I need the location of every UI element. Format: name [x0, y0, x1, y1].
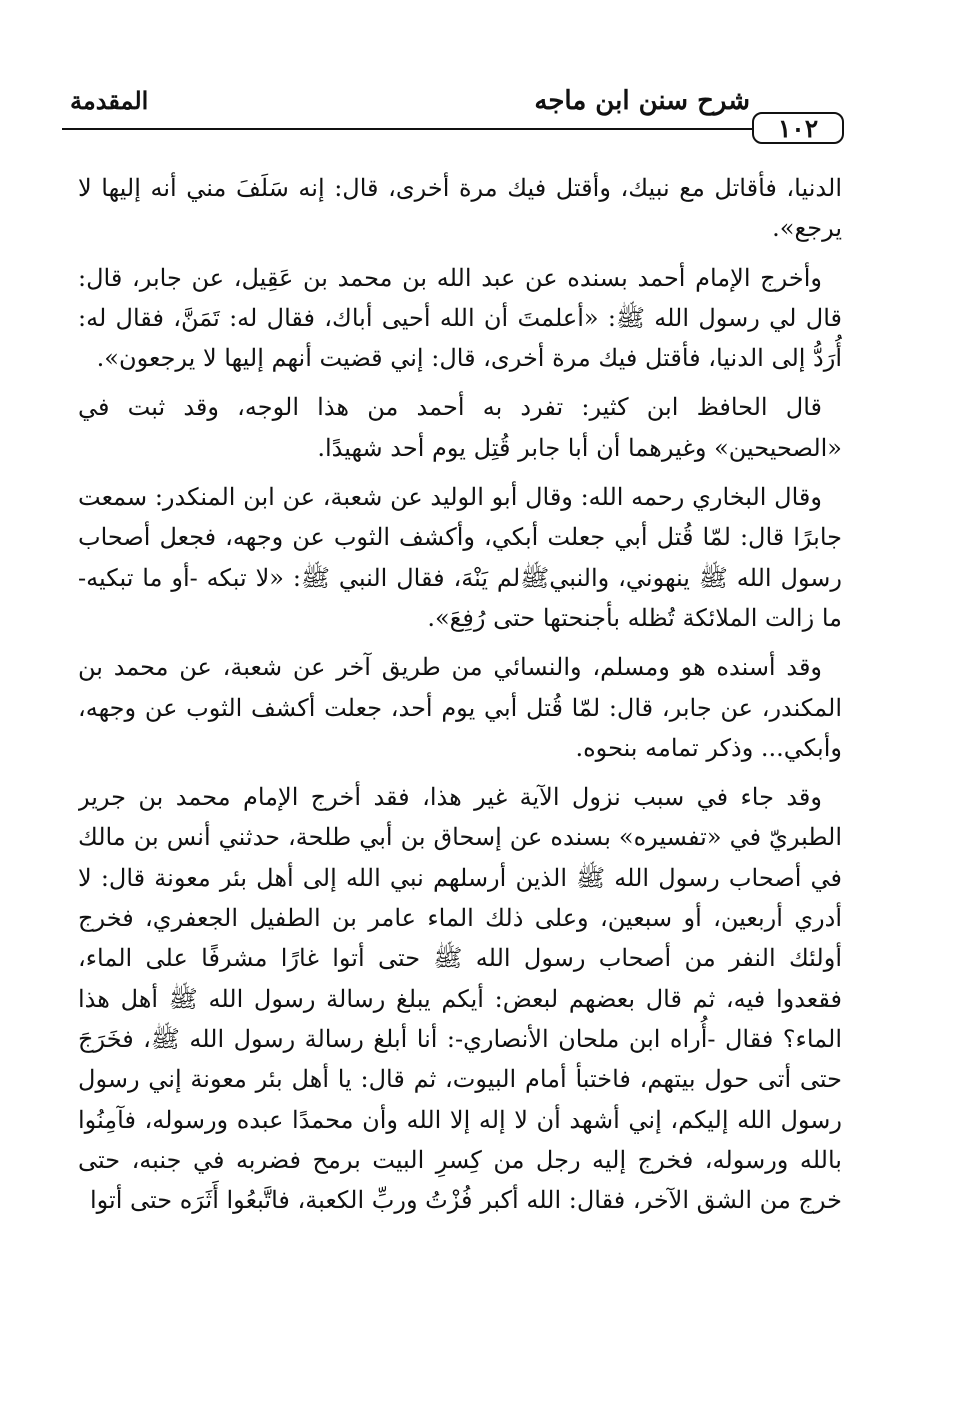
paragraph: وقال البخاري رحمه الله: وقال أبو الوليد عن شعبة، عن ابن المنكدر: سمعت جابرًا قال: لمّا قُتل أبي جعلت أبكي، وأكشف الثوب عن وجهه، فجعل أصحاب رسول الله ﷺ ينهوني، والنبيﷺلم يَنْهَ، فقال النبي ﷺ: «لا تبكه -أو ما تبكيه- ما زالت الملائكة تُظله بأجنحتها حتى رُفِعَ».	[78, 483, 842, 632]
section-title: المقدمة	[70, 86, 149, 115]
paragraph: قال الحافظ ابن كثير: تفرد به أحمد من هذا الوجه، وقد ثبت في «الصحيحين» وغيرهما أن أبا جابر قُتِل يوم أحد شهيدًا.	[78, 393, 842, 462]
paragraph: وقد جاء في سبب نزول الآية غير هذا، فقد أخرج الإمام محمد بن جرير الطبريّ في «تفسيره» بسنده عن إسحاق بن أبي طلحة، حدثني أنس بن مالك في أصحاب رسول الله ﷺ الذين أرسلهم نبي الله إلى أهل بئر معونة قال: لا أدري أربعين، أو سبعين، وعلى ذلك الماء عامر بن الطفيل الجعفري، فخرج أولئك النفر من أصحاب رسول الله ﷺ حتى أتوا غارًا مشرفًا على الماء، فقعدوا فيه، ثم قال بعضهم لبعض: أيكم يبلغ رسالة رسول الله ﷺ أهل هذا الماء؟ فقال -أُراه ابن ملحان الأنصاري-: أنا أبلغ رسالة رسول الله ﷺ، فخَرَجَ حتى أتى حول بيتهم، فاختبأ أمام البيوت، ثم قال: يا أهل بئر معونة إني رسول رسول الله إليكم، إني أشهد أن لا إله إلا الله وأن محمدًا عبده ورسوله، فآمِنُوا بالله ورسوله، فخرج إليه رجل من كِسرِ البيت برمح فضربه في جنبه، حتى خرج من الشق الآخر، فقال: الله أكبر فُزْتُ وربِّ الكعبة، فاتَّبعُوا أَثَرَه حتى أتوا	[78, 783, 842, 1215]
paragraph: وأخرج الإمام أحمد بسنده عن عبد الله بن محمد بن عَقِيل، عن جابر، قال: قال لي رسول الله ﷺ: «أعلمتَ أن الله أحيى أباك، فقال له: تَمَنَّ، فقال له: أُرَدُّ إلى الدنيا، فأقتل فيك مرة أخرى، قال: إني قضيت أنهم إليها لا يرجعون».	[78, 263, 842, 373]
page-number: ١٠٢	[752, 112, 844, 144]
body-text	[78, 168, 842, 1338]
paragraph: الدنيا، فأقاتل مع نبيك، وأقتل فيك مرة أخرى، قال: إنه سَلَفَ مني أنه إليها لا يرجع».	[78, 174, 842, 243]
paragraph: وقد أسنده هو ومسلم، والنسائي من طريق آخر عن شعبة، عن محمد بن المكندر، عن جابر، قال: لمّا قُتل أبي يوم أحد، جعلت أكشف الثوب عن وجهه، وأبكي... وذكر تمامه بنحوه.	[78, 653, 842, 762]
header-rule	[62, 128, 752, 130]
page-header	[62, 72, 844, 142]
running-title: شرح سنن ابن ماجه	[534, 86, 750, 116]
